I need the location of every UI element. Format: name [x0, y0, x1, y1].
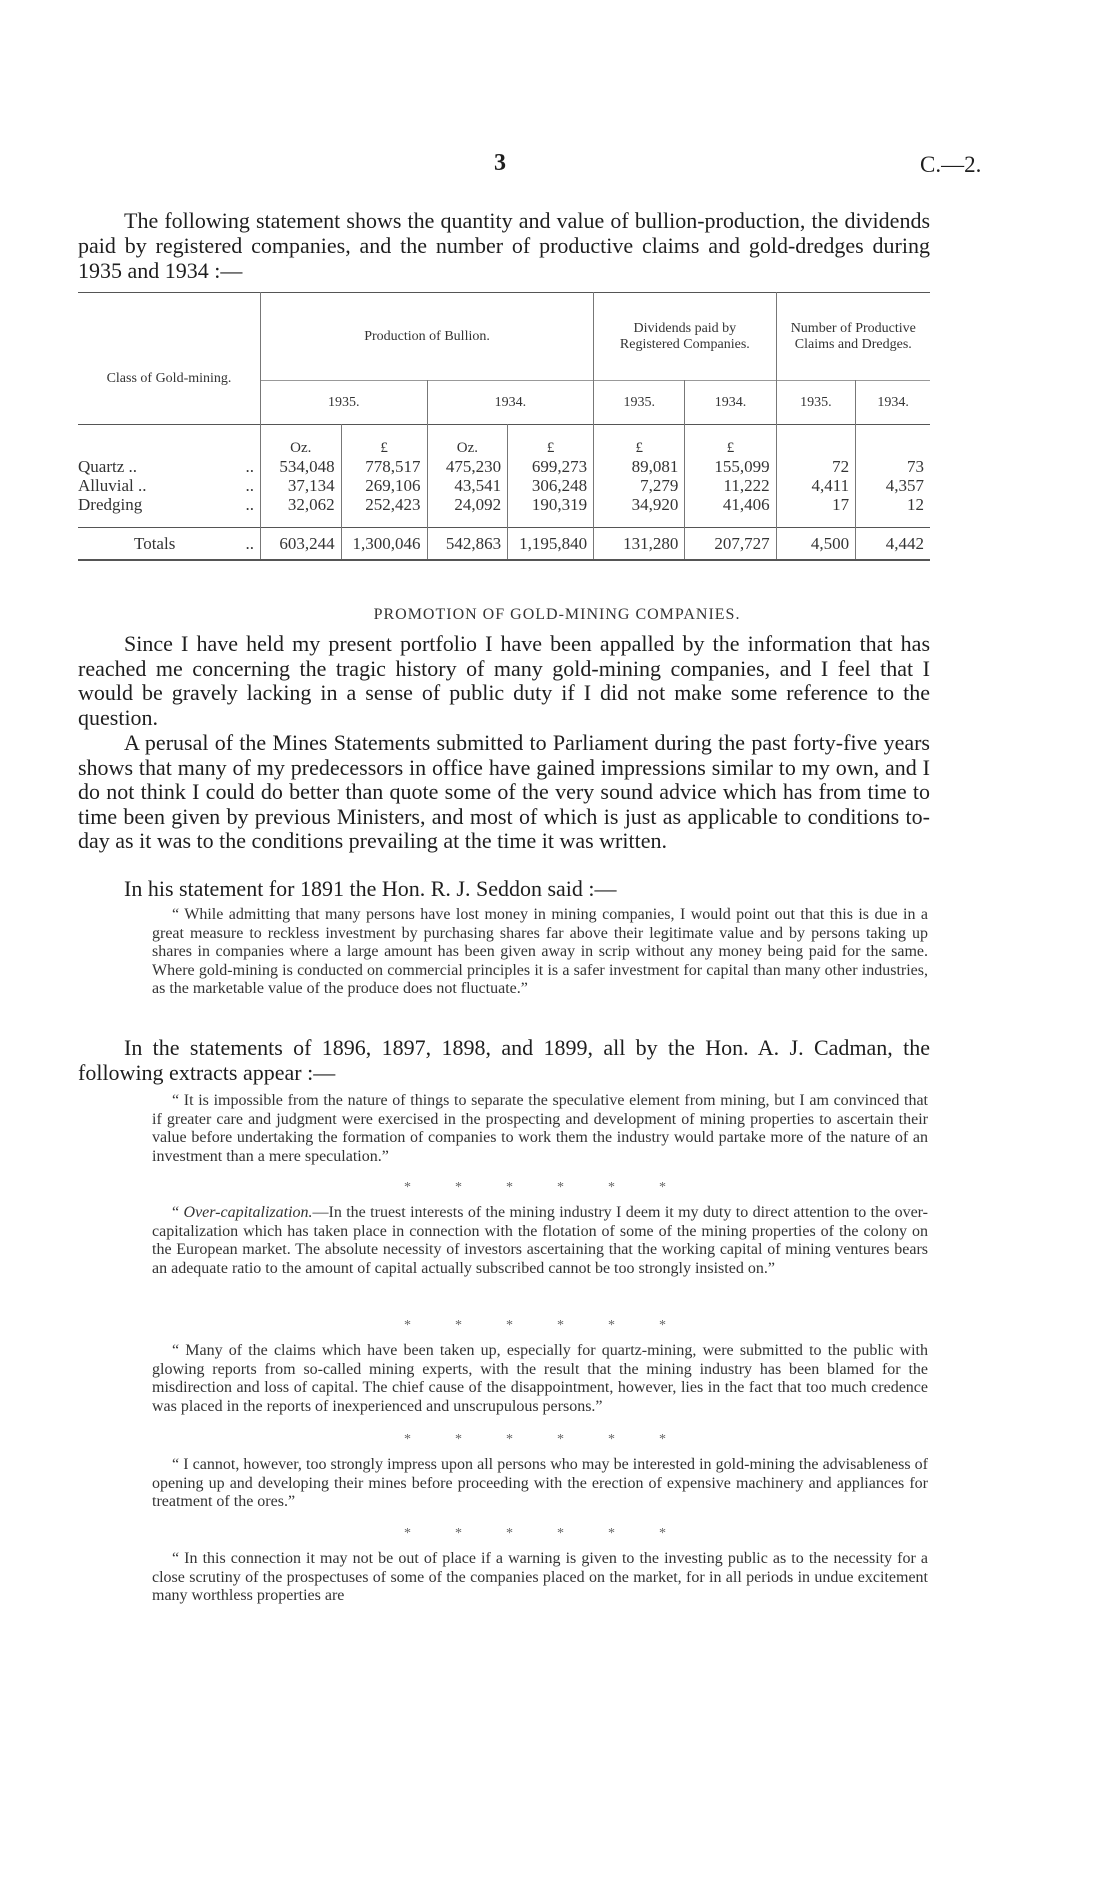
paragraph-3: In his statement for 1891 the Hon. R. J. Seddon said :— [124, 876, 617, 901]
overcapitalization-text: —In the truest interests of the mining industry I deem it my duty to direct attention to the over-capitalization which has taken place in connection with the flotation of some of the mining properties of the colony on the European market. The absolute necessity of investors ascertaining that the working capital of mining ventures bears an adequate ratio to the amount of capital actually subscribed cannot be too strongly insisted on.” [152, 1204, 929, 1277]
unit-pound-1935: £ [341, 425, 427, 457]
cell: 24,092 [427, 495, 508, 514]
cell: 41,406 [685, 495, 776, 514]
cell: 4,411 [776, 476, 856, 495]
bullion-table [78, 292, 930, 561]
unit-dividends-1935: £ [594, 425, 685, 457]
cell: 43,541 [427, 476, 508, 495]
total-cell: 603,244 [260, 528, 341, 560]
row-dots: .. [245, 456, 254, 476]
section-heading: PROMOTION OF GOLD-MINING COMPANIES. [373, 606, 741, 623]
cell: 34,920 [594, 495, 685, 514]
cell: 32,062 [260, 495, 341, 514]
quote-open-mark: “ [172, 1204, 180, 1221]
overcapitalization-title: Over-capitalization. [183, 1204, 313, 1221]
total-cell: 1,195,840 [508, 528, 594, 560]
paragraph-4: In the statements of 1896, 1897, 1898, and 1899, all by the Hon. A. J. Cadman, the following extracts appear :— [78, 1035, 930, 1085]
cell: 72 [776, 457, 856, 476]
cell: 11,222 [685, 476, 776, 495]
unit-dividends-1934: £ [685, 425, 776, 457]
table-row-dredging [78, 495, 930, 514]
star-separator: ****** [404, 1526, 710, 1541]
row-dots: .. [245, 533, 254, 553]
quote-machinery: “ I cannot, however, too strongly impress upon all persons who may be interested in gold-mining the advisableness of opening up and developing their mines before proceeding with the erection of expensive machinery and appliances for treatment of the ores.” [152, 1456, 928, 1510]
table-row-quartz [78, 457, 930, 476]
production-header: Production of Bullion. [260, 293, 593, 381]
quote-speculation: “ It is impossible from the nature of things to separate the speculative element from mining, but I am convinced that if greater care and judgment were exercised in the prospecting and development of mining properties to ascertain their value before undertaking the formation of companies to work them the industry would partake more of the nature of an investment than a mere speculation.” [152, 1092, 928, 1165]
cell: 12 [856, 495, 930, 514]
year-header-1935-claims: 1935. [776, 381, 856, 425]
paragraph-1: Since I have held my present portfolio I have been appalled by the information that has reached me concerning the tragic history of many gold-mining companies, and I feel that I would be gravely lacking in a sense of public duty if I did not make some reference to the question. [78, 631, 930, 730]
row-label: Dredging [78, 494, 143, 514]
paragraph-2: A perusal of the Mines Statements submitted to Parliament during the past forty-five years shows that many of my predecessors in office have gained impressions similar to my own, and I do not think I could do better than quote some of the very sound advice which has from time to time been given by previous Ministers, and most of which is just as applicable to conditions to-day as it was to the conditions prevailing at the time it was written. [78, 730, 930, 853]
total-cell: 207,727 [685, 528, 776, 560]
unit-oz-1934: Oz. [427, 425, 508, 457]
row-dots: .. [245, 475, 254, 495]
year-header-1934-claims: 1934. [856, 381, 930, 425]
cell: 155,099 [685, 457, 776, 476]
intro-paragraph: The following statement shows the quantity and value of bullion-production, the dividends paid by registered companies, and the number of productive claims and gold-dredges during 1935 and 1934 :— [78, 208, 930, 283]
cell: 190,319 [508, 495, 594, 514]
year-header-1935-production: 1935. [260, 381, 427, 425]
star-separator: ****** [404, 1318, 710, 1333]
cell: 252,423 [341, 495, 427, 514]
cell: 7,279 [594, 476, 685, 495]
row-label: Alluvial .. [78, 475, 147, 495]
cell: 778,517 [341, 457, 427, 476]
cell: 73 [856, 457, 930, 476]
row-dots: .. [245, 494, 254, 514]
cell: 37,134 [260, 476, 341, 495]
totals-label: Totals [134, 533, 176, 553]
cell: 17 [776, 495, 856, 514]
row-label: Quartz .. [78, 456, 138, 476]
bullion-table-container [78, 292, 930, 561]
cell: 269,106 [341, 476, 427, 495]
cell: 4,357 [856, 476, 930, 495]
star-separator: ****** [404, 1432, 710, 1447]
year-header-1934-dividends: 1934. [685, 381, 776, 425]
dividends-header: Dividends paid by Registered Companies. [594, 293, 776, 381]
table-row-alluvial [78, 476, 930, 495]
total-cell: 4,500 [776, 528, 856, 560]
cell: 699,273 [508, 457, 594, 476]
total-cell: 4,442 [856, 528, 930, 560]
year-header-1935-dividends: 1935. [594, 381, 685, 425]
table-row-totals [78, 528, 930, 560]
cell: 306,248 [508, 476, 594, 495]
total-cell: 131,280 [594, 528, 685, 560]
quote-overcapitalization [152, 1204, 928, 1278]
class-header: Class of Gold-mining. [106, 370, 232, 386]
unit-pound-1934: £ [508, 425, 594, 457]
cell: 534,048 [260, 457, 341, 476]
year-header-1934-production: 1934. [427, 381, 594, 425]
quote-prospectuses: “ In this connection it may not be out of place if a warning is given to the investing public as to the necessity for a close scrutiny of the prospectuses of some of the companies placed on the market, for in all periods in undue excitement many worthless properties are [152, 1550, 928, 1604]
unit-oz-1935: Oz. [260, 425, 341, 457]
document-code: C.—2. [920, 152, 982, 177]
quote-claims: “ Many of the claims which have been taken up, especially for quartz-mining, were submitted to the public with glowing reports from so-called mining experts, with the result that the mining industry has been blamed for the misdirection and loss of capital. The chief cause of the disappointment, however, lies in the fact that too much credence was placed in the reports of inexperienced and unscrupulous persons.” [152, 1342, 928, 1415]
page-number: 3 [494, 150, 506, 176]
total-cell: 1,300,046 [341, 528, 427, 560]
claims-header: Number of Productive Claims and Dredges. [776, 293, 930, 381]
star-separator: ****** [404, 1180, 710, 1195]
total-cell: 542,863 [427, 528, 508, 560]
cell: 89,081 [594, 457, 685, 476]
quote-seddon: “ While admitting that many persons have lost money in mining companies, I would point out that this is due in a great measure to reckless investment by purchasing shares far above their legitimate value and by persons taking up shares in companies where a large amount has been given away in scrip without any money being paid for the same. Where gold-mining is conducted on commercial principles it is a safer investment for capital than many other industries, as the marketable value of the produce does not fluctuate.” [152, 906, 928, 997]
cell: 475,230 [427, 457, 508, 476]
